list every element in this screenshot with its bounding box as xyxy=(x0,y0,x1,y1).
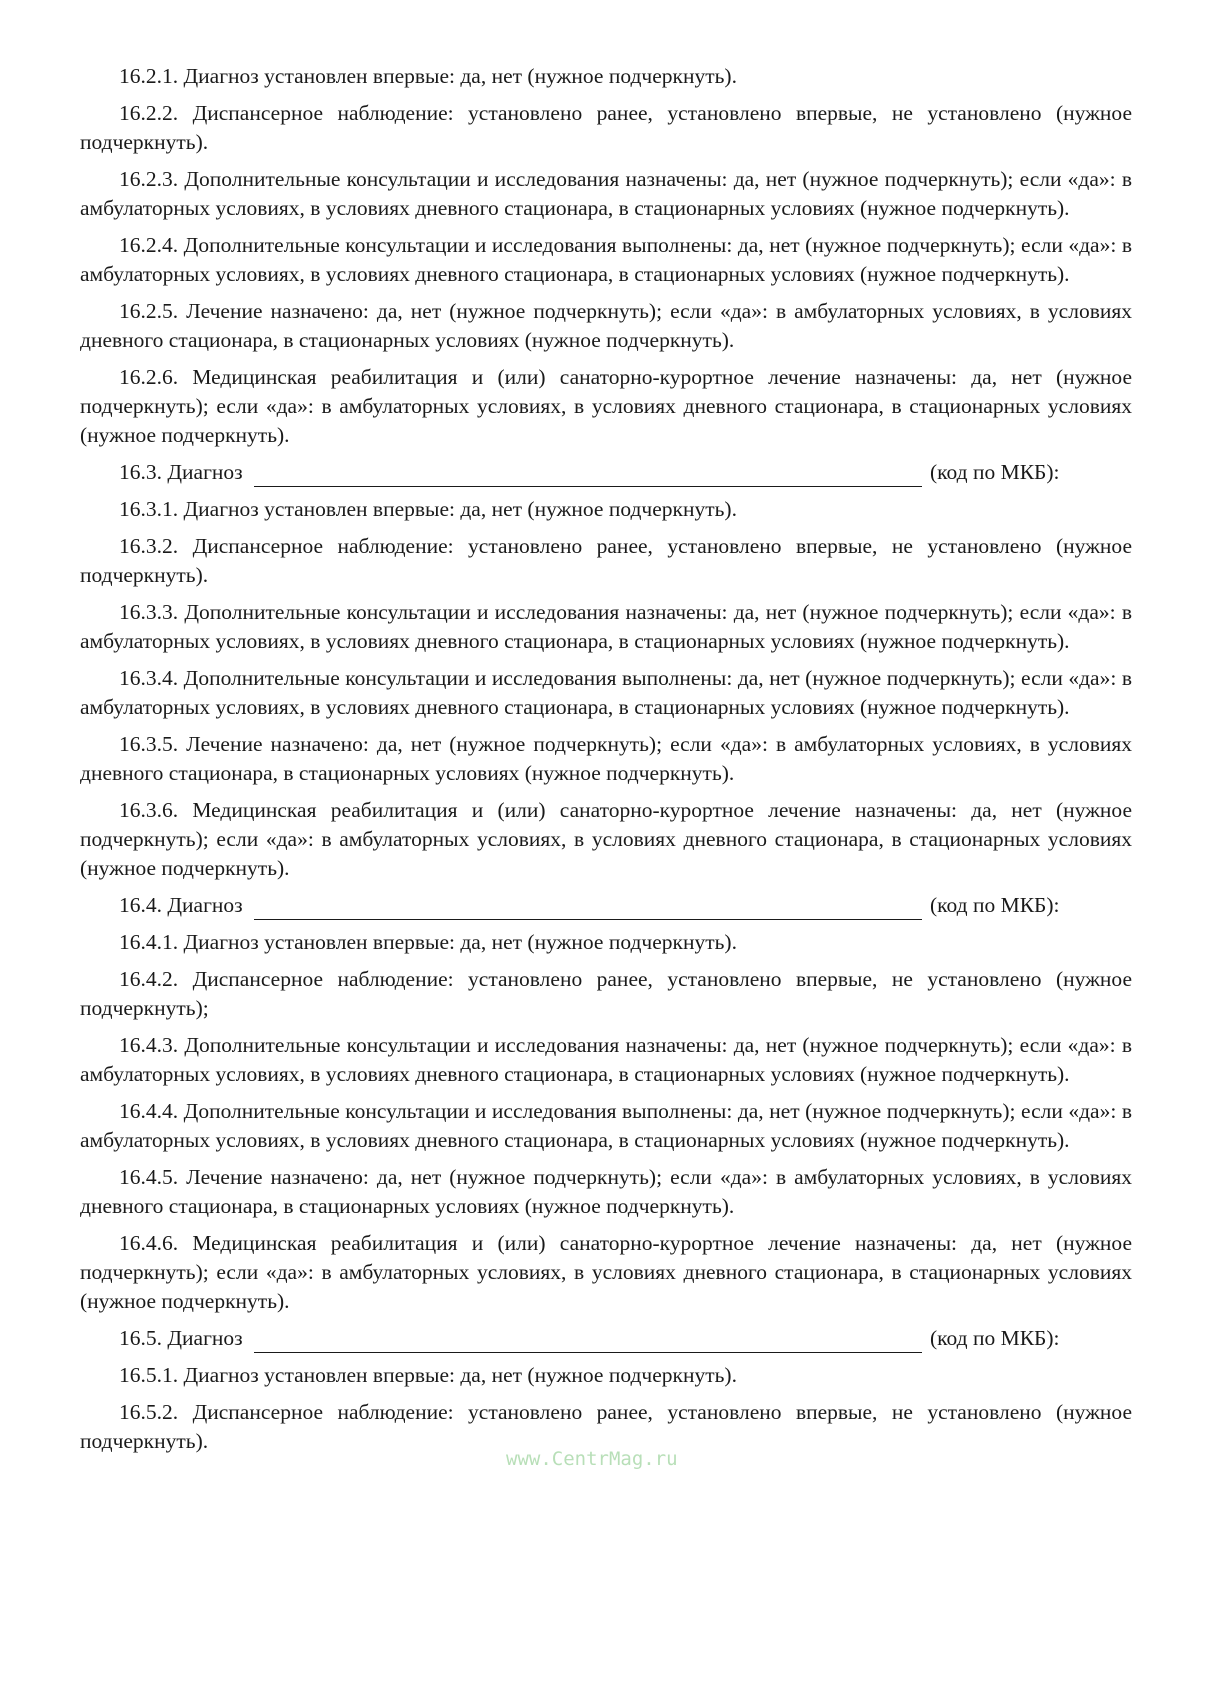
item-16-3-1: 16.3.1. Диагноз установлен впервые: да, нет (нужное подчеркнуть). xyxy=(119,497,737,521)
watermark: www.CentrMag.ru xyxy=(506,1448,678,1470)
item-16-3-2: 16.3.2. Диспансерное наблюдение: установлено ранее, установлено впервые, не установлено (нужное подчеркнуть). xyxy=(80,534,1132,587)
diagnosis-label: 16.4. Диагноз xyxy=(119,893,243,917)
item-16-4-6: 16.4.6. Медицинская реабилитация и (или) санаторно-курортное лечение назначены: да, нет (нужное подчеркнуть); если «да»: в амбулаторных условиях, в условиях дневного стационара, в стационарных условиях (нужное подчеркнуть). xyxy=(80,1231,1132,1313)
icd-code-label: (код по МКБ): xyxy=(930,460,1060,484)
item-16-2-2: 16.2.2. Диспансерное наблюдение: установлено ранее, установлено впервые, не установлено (нужное подчеркнуть). xyxy=(80,101,1132,154)
item-16-4-1: 16.4.1. Диагноз установлен впервые: да, нет (нужное подчеркнуть). xyxy=(119,930,737,954)
item-16-4-4: 16.4.4. Дополнительные консультации и исследования выполнены: да, нет (нужное подчеркнуть); если «да»: в амбулаторных условиях, в условиях дневного стационара, в стационарных условиях (нужное подчеркнуть). xyxy=(80,1099,1132,1152)
item-16-4-3: 16.4.3. Дополнительные консультации и исследования назначены: да, нет (нужное подчеркнуть); если «да»: в амбулаторных условиях, в условиях дневного стационара, в стационарных условиях (нужное подчеркнуть). xyxy=(80,1033,1132,1086)
item-16-5-2: 16.5.2. Диспансерное наблюдение: установлено ранее, установлено впервые, не установлено (нужное подчеркнуть). xyxy=(80,1400,1132,1453)
item-16-5-1: 16.5.1. Диагноз установлен впервые: да, нет (нужное подчеркнуть). xyxy=(119,1363,737,1387)
diagnosis-blank-line xyxy=(254,897,922,920)
item-16-3-5: 16.3.5. Лечение назначено: да, нет (нужное подчеркнуть); если «да»: в амбулаторных условиях, в условиях дневного стационара, в стационарных условиях (нужное подчеркнуть). xyxy=(80,732,1132,785)
item-16-3-3: 16.3.3. Дополнительные консультации и исследования назначены: да, нет (нужное подчеркнуть); если «да»: в амбулаторных условиях, в условиях дневного стационара, в стационарных условиях (нужное подчеркнуть). xyxy=(80,600,1132,653)
diagnosis-16-5-row xyxy=(80,1324,1132,1353)
item-16-2-4: 16.2.4. Дополнительные консультации и исследования выполнены: да, нет (нужное подчеркнуть); если «да»: в амбулаторных условиях, в условиях дневного стационара, в стационарных условиях (нужное подчеркнуть). xyxy=(80,233,1132,286)
item-16-4-2: 16.4.2. Диспансерное наблюдение: установлено ранее, установлено впервые, не установлено (нужное подчеркнуть); xyxy=(80,967,1132,1020)
diagnosis-blank-line xyxy=(254,1330,922,1353)
item-16-2-6: 16.2.6. Медицинская реабилитация и (или) санаторно-курортное лечение назначены: да, нет (нужное подчеркнуть); если «да»: в амбулаторных условиях, в условиях дневного стационара, в стационарных условиях (нужное подчеркнуть). xyxy=(80,365,1132,447)
icd-code-label: (код по МКБ): xyxy=(930,1326,1060,1350)
diagnosis-blank-line xyxy=(254,464,922,487)
diagnosis-16-3-row xyxy=(80,458,1132,487)
item-16-2-1: 16.2.1. Диагноз установлен впервые: да, нет (нужное подчеркнуть). xyxy=(119,64,737,88)
diagnosis-16-4-row xyxy=(80,891,1132,920)
item-16-3-6: 16.3.6. Медицинская реабилитация и (или) санаторно-курортное лечение назначены: да, нет (нужное подчеркнуть); если «да»: в амбулаторных условиях, в условиях дневного стационара, в стационарных условиях (нужное подчеркнуть). xyxy=(80,798,1132,880)
diagnosis-label: 16.5. Диагноз xyxy=(119,1326,243,1350)
item-16-3-4: 16.3.4. Дополнительные консультации и исследования выполнены: да, нет (нужное подчеркнуть); если «да»: в амбулаторных условиях, в условиях дневного стационара, в стационарных условиях (нужное подчеркнуть). xyxy=(80,666,1132,719)
item-16-2-3: 16.2.3. Дополнительные консультации и исследования назначены: да, нет (нужное подчеркнуть); если «да»: в амбулаторных условиях, в условиях дневного стационара, в стационарных условиях (нужное подчеркнуть). xyxy=(80,167,1132,220)
item-16-4-5: 16.4.5. Лечение назначено: да, нет (нужное подчеркнуть); если «да»: в амбулаторных условиях, в условиях дневного стационара, в стационарных условиях (нужное подчеркнуть). xyxy=(80,1165,1132,1218)
icd-code-label: (код по МКБ): xyxy=(930,893,1060,917)
diagnosis-label: 16.3. Диагноз xyxy=(119,460,243,484)
document-page xyxy=(80,62,1132,1464)
item-16-2-5: 16.2.5. Лечение назначено: да, нет (нужное подчеркнуть); если «да»: в амбулаторных условиях, в условиях дневного стационара, в стационарных условиях (нужное подчеркнуть). xyxy=(80,299,1132,352)
